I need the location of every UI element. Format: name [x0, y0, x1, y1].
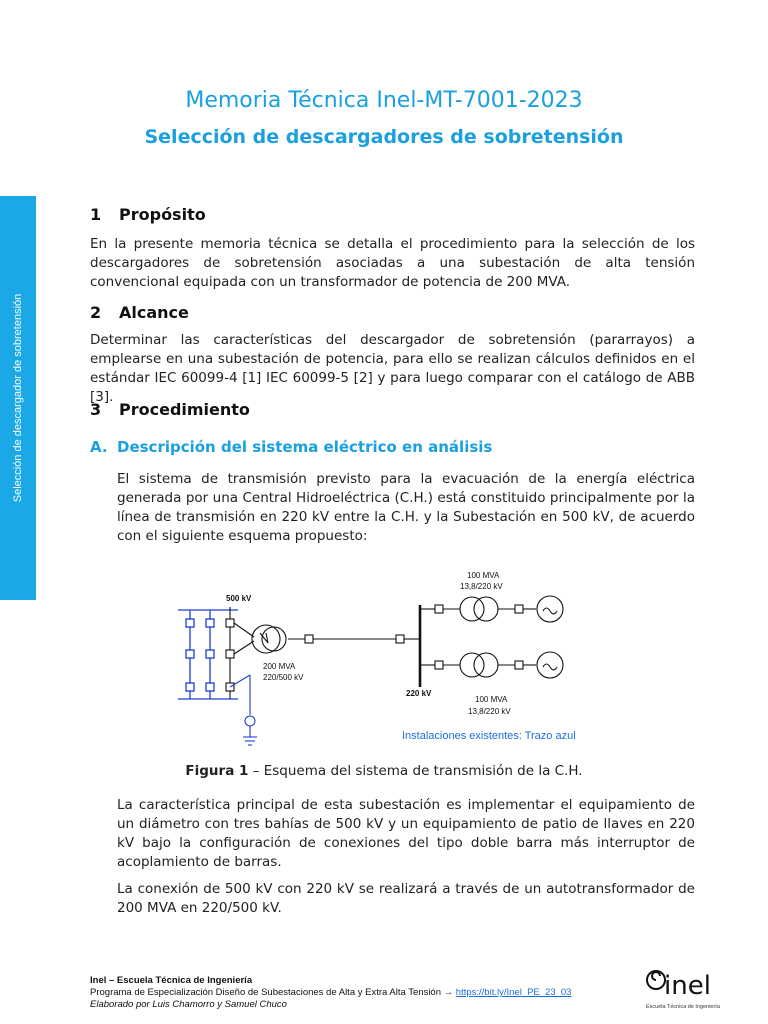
label-500kv: 500 kV [226, 594, 252, 603]
section-number: 2 [90, 303, 102, 322]
subsection-paragraph-1: El sistema de transmisión previsto para la evacuación de la energía eléctrica generada por una Central Hidroeléctrica (C.H.) está constituido principalmente por la línea de transmisión en 220 kV entre la C.H. y la Subestación en 500 kV, de acuerdo con el siguiente esquema propuesto: [117, 471, 695, 544]
label-220kv: 220 kV [406, 689, 432, 698]
logo-tagline: Escuela Técnica de Ingeniería [646, 1004, 720, 1010]
document-title: Memoria Técnica Inel-MT-7001-2023 [185, 88, 583, 113]
figure-caption [0, 763, 768, 779]
label-tx-bottom-mva: 100 MVA [475, 695, 508, 704]
subsection-number: A. [90, 438, 108, 456]
document-subtitle: Selección de descargadores de sobretensión [144, 126, 624, 148]
footer-authors: Elaborado por Luis Chamorro y Samuel Chuco [90, 999, 287, 1010]
section-heading-1 [90, 205, 206, 224]
new-500kv-bay [226, 607, 420, 699]
label-tx-main-mva: 200 MVA [263, 662, 296, 671]
section-heading-3 [90, 400, 250, 419]
subsection-paragraph-3: La conexión de 500 kV con 220 kV se realizará a través de un autotransformador de 200 MVA en 220/500 kV. [117, 881, 695, 916]
diagram-legend: Instalaciones existentes: Trazo azul [402, 730, 576, 742]
section-1-text: En la presente memoria técnica se detalla el procedimiento para la selección de los descargadores de sobretensión asociadas a una subestación de alta tensión convencional equipada con un transformador de potencia de 200 MVA. [90, 236, 695, 290]
side-tab-label: Selección de descargador de sobretensión [12, 293, 24, 503]
footer-program-text: Programa de Especialización Diseño de Subestaciones de Alta y Extra Alta Tensión → [90, 987, 456, 998]
label-tx-top-mva: 100 MVA [467, 571, 500, 580]
subsection-paragraph-2: La característica principal de esta subestación es implementar el equipamiento de un diámetro con tres bahías de 500 kV y un equipamiento de patio de llaves en 220 kV bajo la configuración de conexiones del tipo doble barra más interruptor de acoplamiento de barras. [117, 797, 695, 870]
section-title: Propósito [119, 205, 206, 224]
footer-program [90, 987, 571, 999]
inel-logo [640, 962, 740, 1016]
label-tx-top-ratio: 13,8/220 kV [460, 582, 503, 591]
section-number: 3 [90, 400, 102, 419]
footer-institution: Inel – Escuela Técnica de Ingeniería [90, 975, 253, 986]
side-tab [0, 196, 36, 600]
figure-label: Figura 1 [185, 763, 249, 779]
section-title: Alcance [119, 303, 189, 322]
subsection-heading [90, 438, 492, 456]
logo-wordmark: inel [664, 971, 711, 1001]
section-number: 1 [90, 205, 102, 224]
section-2-text: Determinar las características del descargador de sobretensión (pararrayos) a emplearse en una subestación de potencia, para ello se realizan cálculos definidos en el estándar IEC 60099-4 [1] IEC 60099-5 [2] y para luego comparar con el catálogo de ABB [3]. [90, 332, 695, 405]
footer [90, 975, 571, 1011]
220kv-bus-and-generators [420, 596, 563, 687]
label-tx-bottom-ratio: 13,8/220 kV [468, 707, 511, 716]
figure-caption-text: – Esquema del sistema de transmisión de la C.H. [248, 763, 583, 779]
section-heading-2 [90, 303, 189, 322]
label-tx-main-ratio: 220/500 kV [263, 673, 304, 682]
section-title: Procedimiento [119, 400, 250, 419]
subsection-title: Descripción del sistema eléctrico en análisis [117, 438, 493, 456]
transmission-diagram [170, 565, 610, 755]
footer-link[interactable]: https://bit.ly/Inel_PE_23_03 [455, 987, 572, 998]
